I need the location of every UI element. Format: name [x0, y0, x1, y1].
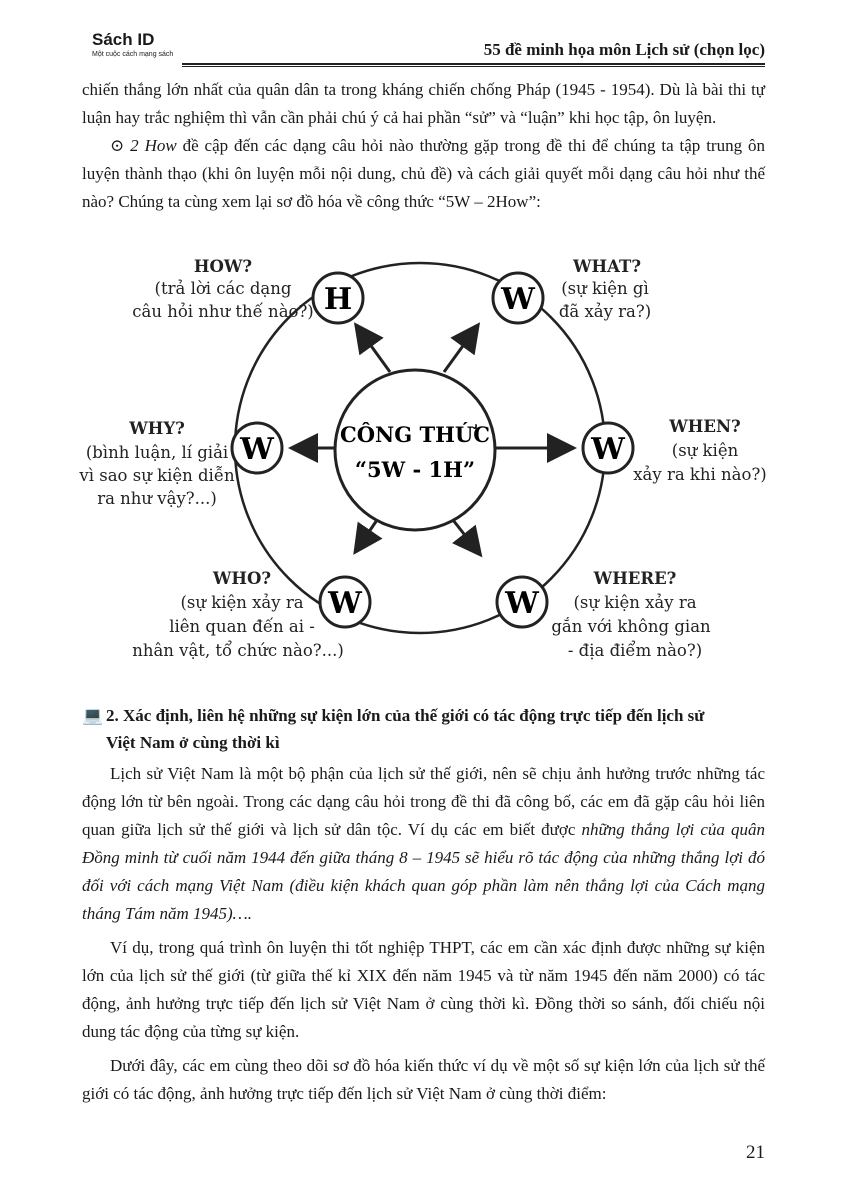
label-when-title: WHEN?	[669, 417, 741, 436]
node-what-letter: W	[501, 282, 535, 317]
node-when-letter: W	[591, 432, 625, 467]
label-what-desc-1: (sự kiện gì	[561, 279, 649, 298]
center-circle	[335, 370, 495, 530]
intro-block	[82, 76, 765, 216]
label-why-desc-2: vì sao sự kiện diễn	[79, 466, 235, 485]
label-where-desc-1: (sự kiện xảy ra	[573, 593, 697, 612]
node-when	[583, 423, 633, 473]
header-divider	[182, 63, 765, 65]
arrow-who	[360, 520, 377, 545]
page-header	[82, 30, 765, 64]
node-what	[493, 273, 543, 323]
label-why-desc-3: ra như vậy?...)	[97, 489, 217, 508]
arrow-what	[444, 332, 473, 372]
label-who-desc-3: nhân vật, tổ chức nào?...)	[132, 641, 344, 660]
label-where-desc-3: - địa điểm nào?)	[567, 641, 703, 660]
label-where-desc-2: gắn với không gian	[551, 617, 711, 636]
label-who-title: WHO?	[212, 569, 272, 588]
intro-paragraph-1: chiến thắng lớn nhất của quân dân ta trong kháng chiến chống Pháp (1945 - 1954). Dù là bài thi tự luận hay trắc nghiệm thì vẫn cần phải chú ý cả hai phần “sử” và “luận” khi học tập, ôn luyện.	[82, 80, 765, 127]
label-how-desc-1: (trả lời các dạng	[154, 279, 292, 298]
label-why-desc-1: (bình luận, lí giải	[85, 443, 229, 462]
arrow-how	[361, 332, 390, 372]
book-title: 55 đề minh họa môn Lịch sử (chọn lọc)	[483, 40, 765, 59]
label-why-title: WHY?	[129, 419, 185, 438]
intro-paragraph-2-text: đề cập đến các dạng câu hỏi nào thường gặp trong đề thi để chúng ta tập trung ôn luyện thành thạo (khi ôn luyện mỗi nội dung, chủ đề) và cách giải quyết mỗi dạng câu hỏi như thế nào? Chúng ta cùng xem lại sơ đồ hóa về công thức “5W – 2How”:	[82, 136, 765, 211]
page-number: 21	[746, 1142, 765, 1163]
node-who	[320, 577, 370, 627]
target-bullet-icon: ⊙	[110, 136, 125, 155]
brand-tagline: Một cuộc cách mạng sách	[92, 51, 174, 58]
node-where	[497, 577, 547, 627]
intro-paragraph-2	[82, 132, 765, 216]
brand-logo	[92, 30, 173, 59]
body-paragraph-2: Ví dụ, trong quá trình ôn luyện thi tốt nghiệp THPT, các em cần xác định được những sự kiện lớn của lịch sử thế giới (từ giữa thế kỉ XIX đến năm 1945 và từ năm 1945 đến năm 2000) có tác động, ảnh hưởng trực tiếp đến lịch sử Việt Nam ở cùng thời kì. Đồng thời so sánh, đối chiếu nội dung tác động của từng sự kiện.	[82, 938, 765, 1041]
label-how-desc-2: câu hỏi như thế nào?)	[132, 302, 314, 321]
body-paragraph-1-text: Lịch sử Việt Nam là một bộ phận của lịch sử thế giới, nên sẽ chịu ảnh hưởng trước những tác động lớn từ bên ngoài. Trong các dạng câu hỏi trong đề thi đã công bố, các em đã gặp câu hỏi liên quan giữa lịch sử thế giới và lịch sử dân tộc. Ví dụ các em biết được	[82, 764, 765, 839]
body-block	[82, 760, 765, 1108]
laptop-icon: 💻	[82, 706, 104, 725]
two-how-term: 2 How	[130, 136, 177, 155]
header-divider-thin	[182, 66, 765, 67]
body-paragraph-1-italic: những thắng lợi của quân Đồng minh từ cuối năm 1944 đến giữa tháng 8 – 1945 sẽ hiểu rõ tác động của những thắng lợi đó đối với cách mạng Việt Nam (điều kiện khách quan góp phần làm nên thắng lợi của Cách mạng tháng Tám năm 1945)….	[82, 820, 765, 923]
node-who-letter: W	[328, 586, 362, 621]
5w-1h-diagram	[79, 240, 775, 680]
node-how	[313, 273, 363, 323]
body-paragraph-3: Dưới đây, các em cùng theo dõi sơ đồ hóa kiến thức ví dụ về một số sự kiện lớn của lịch sử thế giới có tác động, ảnh hưởng trực tiếp đến lịch sử Việt Nam ở cùng thời điểm:	[82, 1056, 765, 1103]
label-when-desc-2: xảy ra khi nào?)	[633, 465, 767, 484]
center-formula: “5W - 1H”	[354, 457, 476, 482]
node-why-letter: W	[240, 432, 274, 467]
brand-name: Sách ID	[92, 30, 155, 49]
label-who-desc-2: liên quan đến ai -	[169, 617, 315, 636]
label-what-desc-2: đã xảy ra?)	[558, 302, 652, 321]
label-where-title: WHERE?	[593, 569, 677, 588]
label-who-desc-1: (sự kiện xảy ra	[180, 593, 304, 612]
arrow-where	[453, 520, 475, 548]
label-how-title: HOW?	[193, 257, 253, 276]
node-why	[232, 423, 282, 473]
center-title: CÔNG THỨC	[340, 422, 490, 447]
label-what-title: WHAT?	[573, 257, 641, 276]
section-2-heading	[82, 702, 765, 756]
node-where-letter: W	[505, 586, 539, 621]
node-how-letter: H	[323, 282, 353, 317]
label-when-desc-1: (sự kiện	[671, 441, 739, 460]
body-paragraph-1	[82, 760, 765, 928]
section-2-title-line2: Việt Nam ở cùng thời kì	[106, 733, 280, 752]
section-2-title-line1: 2. Xác định, liên hệ những sự kiện lớn của thế giới có tác động trực tiếp đến lịch sử	[106, 706, 705, 725]
